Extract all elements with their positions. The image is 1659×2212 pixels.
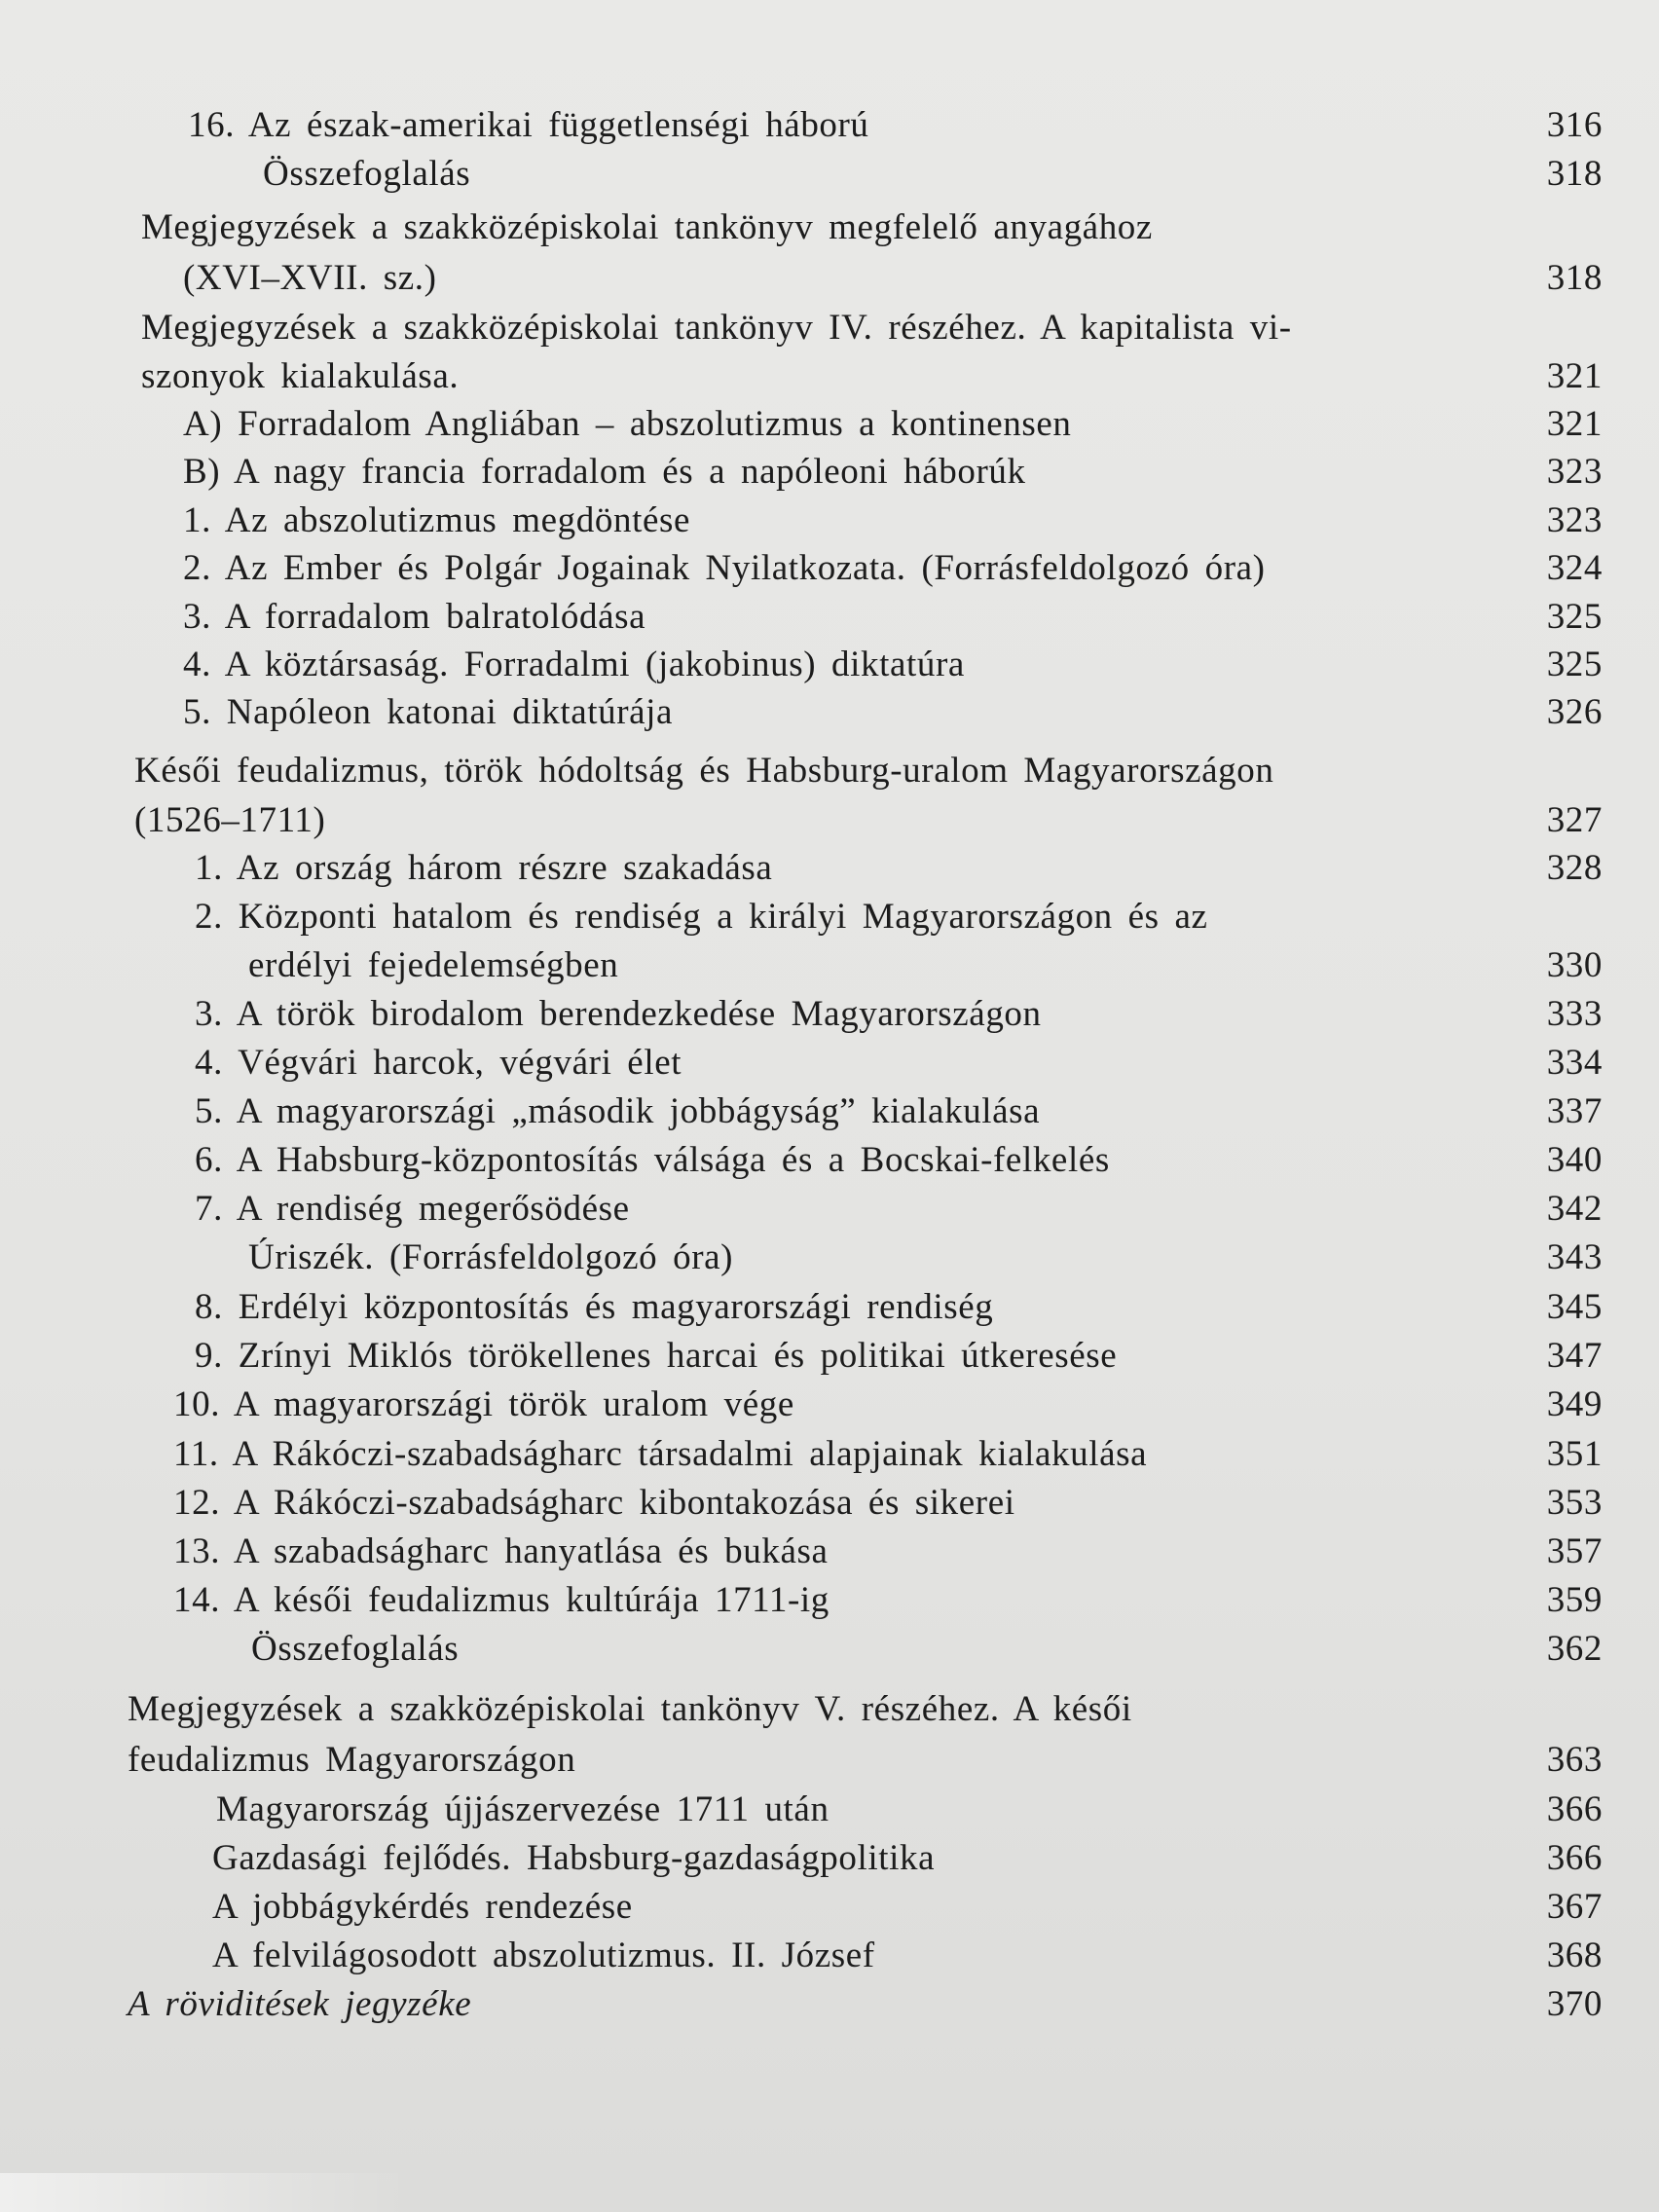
toc-entry-title: 2. Központi hatalom és rendiség a királyi Magyarországon és az [195, 897, 1208, 937]
toc-entry-title: 11. A Rákóczi-szabadságharc társadalmi alapjainak kialakulása [173, 1434, 1148, 1474]
toc-entry [0, 1430, 1659, 1479]
toc-entry [0, 497, 1659, 545]
toc-entry-page: 366 [1546, 1789, 1603, 1829]
toc-entry [0, 593, 1659, 642]
toc-entry [0, 1039, 1659, 1088]
toc-entry-title: A felvilágosodott abszolutizmus. II. József [212, 1936, 875, 1975]
toc-entry [0, 254, 1659, 303]
toc-entry-title: (XVI–XVII. sz.) [183, 258, 437, 298]
toc-entry-page: 330 [1546, 945, 1603, 985]
toc-entry [0, 1136, 1659, 1185]
toc-entry-page: 334 [1546, 1043, 1603, 1083]
toc-entry-page: 328 [1546, 848, 1603, 888]
toc-entry [0, 448, 1659, 497]
toc-entry-page: 323 [1546, 452, 1603, 492]
toc-entry [0, 544, 1659, 593]
toc-entry [0, 747, 1659, 795]
toc-entry-title: Megjegyzések a szakközépiskolai tankönyv megfelelő anyagához [141, 207, 1153, 247]
toc-entry-title: A) Forradalom Angliában – abszolutizmus a kontinensen [183, 404, 1072, 444]
toc-entry-page: 357 [1546, 1531, 1603, 1571]
toc-entry-title: 10. A magyarországi török uralom vége [173, 1384, 794, 1424]
toc-entry [0, 304, 1659, 352]
toc-entry [0, 641, 1659, 689]
toc-entry [0, 101, 1659, 150]
toc-entry-page: 345 [1546, 1287, 1603, 1327]
toc-entry-page: 337 [1546, 1091, 1603, 1131]
toc-entry-title: 16. Az észak-amerikai függetlenségi háború [188, 105, 869, 145]
toc-entry-page: 325 [1546, 597, 1603, 637]
toc-entry [0, 844, 1659, 893]
toc-entry [0, 1381, 1659, 1429]
toc-entry-title: 2. Az Ember és Polgár Jogainak Nyilatkozata. (Forrásfeldolgozó óra) [183, 548, 1266, 588]
toc-entry-title: Gazdasági fejlődés. Habsburg-gazdaságpolitika [212, 1838, 936, 1878]
toc-entry-page: 316 [1546, 105, 1603, 145]
toc-entry [0, 796, 1659, 845]
toc-entry [0, 1625, 1659, 1674]
toc-entry [0, 1576, 1659, 1625]
toc-entry [0, 893, 1659, 941]
toc-entry-page: 359 [1546, 1580, 1603, 1620]
toc-entry-title: 1. Az ország három részre szakadása [195, 848, 773, 888]
toc-entry [0, 1528, 1659, 1576]
toc-entry-title: 5. A magyarországi „második jobbágyság” kialakulása [195, 1091, 1041, 1131]
toc-entry-title: 14. A késői feudalizmus kultúrája 1711-ig [173, 1580, 830, 1620]
toc-entry [0, 1980, 1659, 2029]
toc-entry-title: Úriszék. (Forrásfeldolgozó óra) [248, 1237, 734, 1277]
toc-entry-title: feudalizmus Magyarországon [128, 1740, 576, 1780]
toc-entry-page: 343 [1546, 1237, 1603, 1277]
toc-entry [0, 400, 1659, 449]
toc-entry-page: 327 [1546, 800, 1603, 840]
toc-entry-title: Megjegyzések a szakközépiskolai tankönyv IV. részéhez. A kapitalista vi- [141, 308, 1292, 348]
toc-entry [0, 1786, 1659, 1834]
toc-entry-page: 349 [1546, 1384, 1603, 1424]
toc-entry-title: Összefoglalás [263, 154, 471, 194]
toc-entry [0, 1685, 1659, 1734]
toc-entry [0, 150, 1659, 199]
toc-entry-title: B) A nagy francia forradalom és a napóleoni háborúk [183, 452, 1026, 492]
toc-entry-page: 353 [1546, 1483, 1603, 1523]
toc-entry-title: A röviditések jegyzéke [128, 1984, 472, 2024]
toc-entry-page: 363 [1546, 1740, 1603, 1780]
toc-entry-page: 370 [1546, 1984, 1603, 2024]
toc-entry-title: 4. A köztársaság. Forradalmi (jakobinus) diktatúra [183, 645, 965, 684]
toc-entry-page: 351 [1546, 1434, 1603, 1474]
toc-entry-title: 3. A török birodalom berendezkedése Magyarországon [195, 994, 1042, 1034]
toc-entry-title: szonyok kialakulása. [141, 356, 460, 396]
toc-entry-title: Megjegyzések a szakközépiskolai tankönyv V. részéhez. A késői [128, 1689, 1132, 1729]
toc-entry-title: Magyarország újjászervezése 1711 után [216, 1789, 830, 1829]
toc-entry-title: 8. Erdélyi központosítás és magyarországi rendiség [195, 1287, 994, 1327]
toc-entry-title: 12. A Rákóczi-szabadságharc kibontakozása és sikerei [173, 1483, 1015, 1523]
toc-entry [0, 688, 1659, 737]
toc-entry-page: 347 [1546, 1336, 1603, 1376]
toc-entry [0, 352, 1659, 401]
toc-entry [0, 1479, 1659, 1528]
toc-entry-title: Összefoglalás [251, 1629, 460, 1669]
toc-entry-title: 9. Zrínyi Miklós törökellenes harcai és politikai útkeresése [195, 1336, 1118, 1376]
toc-entry-title: 3. A forradalom balratolódása [183, 597, 646, 637]
toc-entry [0, 1088, 1659, 1136]
toc-entry-title: 7. A rendiség megerősödése [195, 1189, 630, 1229]
toc-entry [0, 1332, 1659, 1381]
toc-entry [0, 1932, 1659, 1980]
toc-entry-title: erdélyi fejedelemségben [248, 945, 619, 985]
toc-entry [0, 1834, 1659, 1883]
toc-entry [0, 1234, 1659, 1282]
toc-entry [0, 990, 1659, 1039]
toc-entry-title: (1526–1711) [134, 800, 326, 840]
watermark [0, 2173, 409, 2212]
toc-entry-page: 333 [1546, 994, 1603, 1034]
toc-entry [0, 1185, 1659, 1234]
toc-entry [0, 203, 1659, 252]
toc-entry-title: 4. Végvári harcok, végvári élet [195, 1043, 682, 1083]
toc-entry-title: 6. A Habsburg-központosítás válsága és a Bocskai-felkelés [195, 1140, 1110, 1180]
toc-entry-page: 323 [1546, 500, 1603, 540]
toc-entry-page: 326 [1546, 692, 1603, 732]
toc-entry-title: 5. Napóleon katonai diktatúrája [183, 692, 674, 732]
toc-entry-page: 362 [1546, 1629, 1603, 1669]
toc-entry-title: A jobbágykérdés rendezése [212, 1887, 633, 1927]
toc-entry-page: 318 [1546, 258, 1603, 298]
toc-entry-page: 321 [1546, 356, 1603, 396]
toc-entry [0, 1736, 1659, 1785]
toc-entry-page: 318 [1546, 154, 1603, 194]
toc-entry-title: Késői feudalizmus, török hódoltság és Habsburg-uralom Magyarországon [134, 751, 1274, 791]
toc-entry-page: 340 [1546, 1140, 1603, 1180]
toc-entry-page: 321 [1546, 404, 1603, 444]
toc-entry-page: 368 [1546, 1936, 1603, 1975]
toc-entry [0, 1883, 1659, 1932]
toc-entry-page: 366 [1546, 1838, 1603, 1878]
toc-entry-title: 1. Az abszolutizmus megdöntése [183, 500, 691, 540]
toc-entry-page: 325 [1546, 645, 1603, 684]
toc-entry [0, 941, 1659, 990]
toc-entry-page: 342 [1546, 1189, 1603, 1229]
toc-entry-page: 324 [1546, 548, 1603, 588]
toc-entry-title: 13. A szabadságharc hanyatlása és bukása [173, 1531, 829, 1571]
toc-entry-page: 367 [1546, 1887, 1603, 1927]
toc-entry [0, 1283, 1659, 1332]
